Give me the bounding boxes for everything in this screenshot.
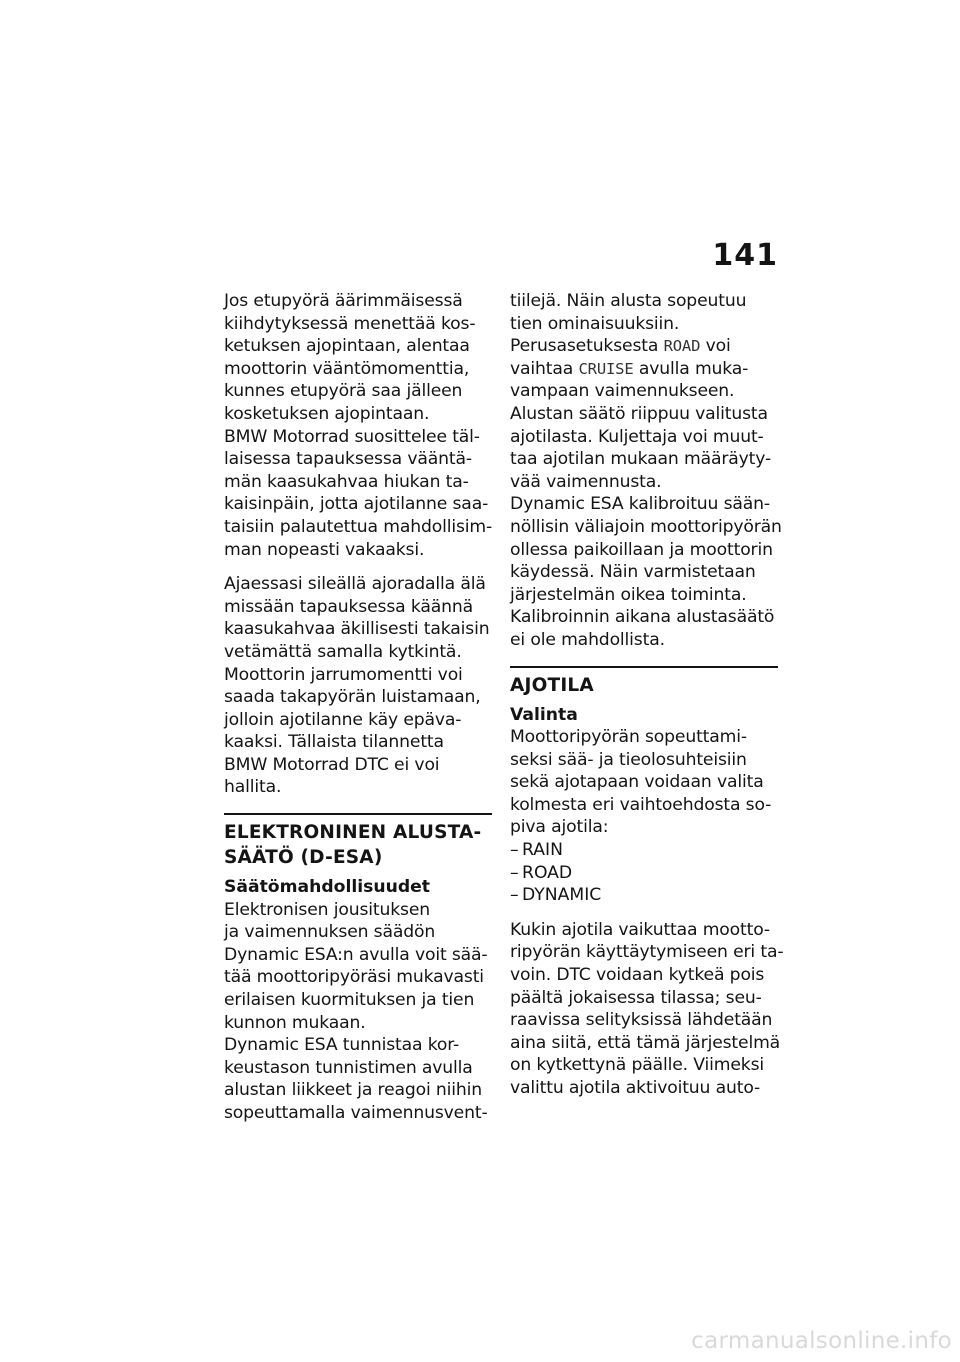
text-line: kosketuksen ajopintaan. <box>224 403 430 424</box>
paragraph-damping <box>510 403 778 493</box>
section-heading-riding-mode: AJOTILA <box>510 674 594 696</box>
text-line: kiihdytyksessä menettää kos- <box>224 313 476 334</box>
text-line: Kalibroinnin aikana alustasäätö <box>510 607 775 628</box>
text-line: sekä ajotapaan voidaan valita <box>510 772 764 793</box>
text-line: sopeuttamalla vaimennusvent- <box>224 1103 488 1123</box>
text-line: vampaan vaimennukseen. <box>510 381 735 402</box>
section-divider <box>510 666 778 668</box>
text-line: piva ajotila: <box>510 817 609 838</box>
text-line: tien ominaisuuksiin. <box>510 313 680 334</box>
text-line: hallita. <box>224 777 282 798</box>
heading-line: SÄÄTÖ (D-ESA) <box>224 847 383 869</box>
list-dash: – <box>510 885 519 906</box>
text-line: taa ajotilan mukaan määräyty- <box>510 449 772 470</box>
list-item <box>510 839 778 862</box>
list-item-label: RAIN <box>522 840 563 861</box>
subheading-selection: Valinta <box>510 704 578 725</box>
paragraph-desa-sensor <box>224 1034 492 1124</box>
text-line: kaisinpäin, jotta ajotilanne saa- <box>224 494 489 515</box>
text-line: BMW Motorrad suosittelee täl- <box>224 426 480 447</box>
mode-name-road: ROAD <box>663 337 701 356</box>
text-line: ei ole mahdollista. <box>510 629 665 650</box>
text-line: keustason tunnistimen avulla <box>224 1057 473 1078</box>
text-line: kolmesta eri vaihtoehdosta so- <box>510 794 772 815</box>
text-line: saada takapyörän luistamaan, <box>224 687 481 708</box>
subheading-adjustment: Säätömahdollisuudet <box>224 877 431 898</box>
paragraph-warning <box>224 573 492 799</box>
text-line: Alustan säätö riippuu valitusta <box>510 403 768 424</box>
text-line: erilaisen kuormituksen ja tien <box>224 990 475 1011</box>
text-line: ripyörän käyttäytymiseen eri ta- <box>510 942 784 963</box>
right-column <box>510 290 784 1100</box>
section-divider <box>224 813 492 815</box>
text-line: päältä jokaisessa tilassa; seu- <box>510 987 762 1008</box>
text-line: jolloin ajotilanne käy epäva- <box>224 709 462 730</box>
text-line: kunnes etupyörä saa jälleen <box>224 381 463 402</box>
text-line: Jos etupyörä äärimmäisessä <box>224 291 463 311</box>
text-line <box>510 358 778 381</box>
list-item-label: ROAD <box>522 862 573 883</box>
text-line: ajotilasta. Kuljettaja voi muut- <box>510 426 764 447</box>
text-line: järjestelmän oikea toiminta. <box>510 584 747 605</box>
text-line: man nopeasti vakaaksi. <box>224 539 425 560</box>
text-line: Dynamic ESA:n avulla voit sää- <box>224 944 488 965</box>
text-line: Elektronisen jousituksen <box>224 899 430 920</box>
text-line: raavissa selityksissä lähdetään <box>510 1010 773 1031</box>
text-line: nöllisin väliajoin moottoripyörän <box>510 516 782 537</box>
text-line: käydessä. Näin varmistetaan <box>510 562 756 583</box>
text-line: voin. DTC voidaan kytkeä pois <box>510 965 765 986</box>
text-line: ja vaimennuksen säädön <box>224 922 436 943</box>
list-dash: – <box>510 862 519 883</box>
text-line: laisessa tapauksessa vääntä- <box>224 449 472 470</box>
text-fragment: avulla muka- <box>633 358 749 379</box>
text-line: Dynamic ESA tunnistaa kor- <box>224 1035 460 1056</box>
text-line: taisiin palautettua mahdollisim- <box>224 516 493 537</box>
text-line: valittu ajotila aktivoituu auto- <box>510 1078 761 1098</box>
text-line: Moottoripyörän sopeuttami- <box>510 727 747 748</box>
text-fragment: voi <box>700 336 731 357</box>
text-line: on kytkettynä päälle. Viimeksi <box>510 1055 765 1076</box>
list-item <box>510 862 778 885</box>
text-line: BMW Motorrad DTC ei voi <box>224 754 440 775</box>
paragraph-valves <box>510 290 778 403</box>
text-line: Kukin ajotila vaikuttaa mootto- <box>510 919 770 940</box>
list-item-label: DYNAMIC <box>522 885 602 906</box>
text-line: ollessa paikoillaan ja moottorin <box>510 539 773 560</box>
text-line: tää moottoripyöräsi mukavasti <box>224 967 484 988</box>
paragraph-desa-intro <box>224 899 492 1035</box>
text-line: seksi sää- ja tieolosuhteisiin <box>510 749 747 770</box>
text-line: kaaksi. Tällaista tilannetta <box>224 732 444 753</box>
paragraph-mode-intro <box>510 726 778 839</box>
text-line: kunnon mukaan. <box>224 1012 366 1033</box>
text-line: alustan liikkeet ja reagoi niihin <box>224 1080 483 1101</box>
list-dash: – <box>510 840 519 861</box>
text-line: Ajaessasi sileällä ajoradalla älä <box>224 574 486 595</box>
text-line: Moottorin jarrumomentti voi <box>224 664 463 685</box>
list-item <box>510 884 778 907</box>
text-fragment: Perusasetuksesta <box>510 336 664 357</box>
watermark: carmanualsonline.info <box>691 1328 952 1354</box>
text-line: vetämättä samalla kytkintä. <box>224 641 462 662</box>
text-line: kaasukahvaa äkillisesti takaisin <box>224 619 490 640</box>
text-line: moottorin vääntömomenttia, <box>224 358 470 379</box>
paragraph-calibration <box>510 493 782 651</box>
heading-line: ELEKTRONINEN ALUSTA- <box>224 822 482 844</box>
paragraph-recommendation <box>224 426 492 562</box>
paragraph-wheelie <box>224 290 492 426</box>
section-heading-desa <box>224 820 492 870</box>
mode-name-cruise: CRUISE <box>578 359 634 378</box>
text-line: aina siitä, että tämä järjestelmä <box>510 1032 781 1053</box>
left-column <box>224 290 492 1125</box>
text-line: tiilejä. Näin alusta sopeutuu <box>510 291 747 311</box>
text-line: missään tapauksessa käännä <box>224 596 473 617</box>
paragraph-mode-effect <box>510 919 784 1100</box>
text-line: Dynamic ESA kalibroituu sään- <box>510 494 770 515</box>
text-fragment: vaihtaa <box>510 358 579 379</box>
page-number: 141 <box>712 238 778 273</box>
mode-list <box>510 839 778 907</box>
text-line: ketuksen ajopintaan, alentaa <box>224 336 470 357</box>
text-line: vää vaimennusta. <box>510 471 662 492</box>
text-line <box>510 335 778 358</box>
text-line: män kaasukahvaa hiukan ta- <box>224 471 469 492</box>
